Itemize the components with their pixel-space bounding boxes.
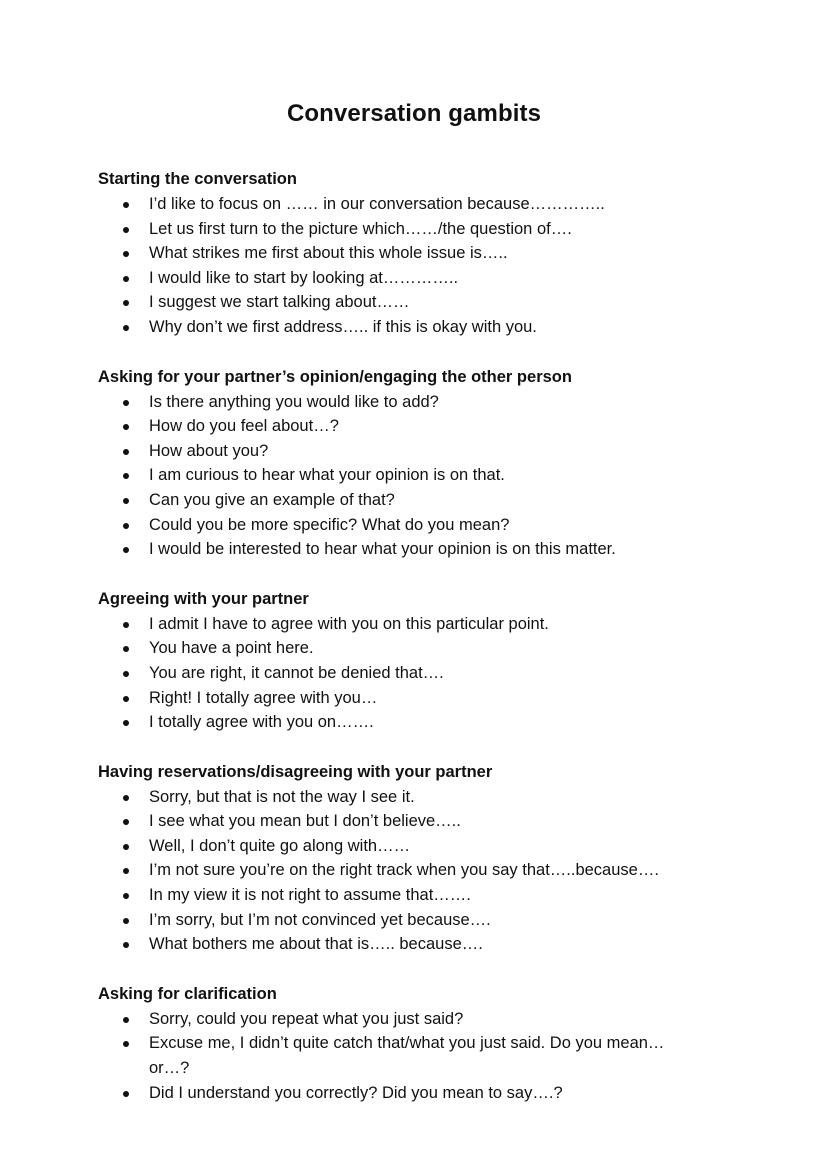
- bullet-icon: [123, 1017, 129, 1023]
- list-item: [98, 241, 709, 266]
- section-heading: Starting the conversation: [98, 170, 297, 188]
- bullet-icon: [123, 868, 129, 874]
- list-item: [98, 192, 709, 217]
- phrase-text: How do you feel about…?: [149, 417, 339, 436]
- bullet-icon: [123, 300, 129, 306]
- list-item: [98, 908, 709, 933]
- phrase-text: What bothers me about that is….. because….: [149, 935, 483, 954]
- section-heading: Asking for clarification: [98, 984, 277, 1003]
- bullet-icon: [123, 844, 129, 850]
- phrase-list: [98, 785, 738, 957]
- phrase-text: Sorry, but that is not the way I see it.: [149, 787, 415, 806]
- bullet-icon: [123, 819, 129, 825]
- phrase-text: Sorry, could you repeat what you just said?: [149, 1009, 464, 1028]
- list-item: [98, 785, 709, 810]
- list-item: [98, 290, 709, 315]
- list-item: [98, 883, 709, 908]
- list-item: [98, 537, 709, 562]
- list-item: [98, 488, 709, 513]
- bullet-icon: [123, 547, 129, 553]
- phrase-list: [98, 612, 738, 735]
- phrase-text: Excuse me, I didn’t quite catch that/what you just said. Do you mean… or…?: [149, 1034, 665, 1078]
- bullet-icon: [123, 523, 129, 529]
- phrase-list: [98, 1007, 738, 1105]
- bullet-icon: [123, 424, 129, 430]
- phrase-text: In my view it is not right to assume that…….: [149, 886, 471, 905]
- phrase-text: I would like to start by looking at…………..: [149, 268, 459, 287]
- bullet-icon: [123, 473, 129, 479]
- bullet-icon: [123, 276, 129, 282]
- list-item: [98, 834, 709, 859]
- phrase-text: I’m sorry, but I’m not convinced yet because….: [149, 910, 491, 929]
- bullet-icon: [123, 251, 129, 257]
- section-heading: Having reservations/disagreeing with your partner: [98, 762, 493, 781]
- list-item: [98, 390, 709, 415]
- phrase-text: What strikes me first about this whole issue is…..: [149, 244, 508, 263]
- bullet-icon: [123, 449, 129, 455]
- document-body: [98, 166, 738, 1129]
- phrase-text: Could you be more specific? What do you mean?: [149, 515, 510, 534]
- phrase-text: Is there anything you would like to add?: [149, 392, 439, 411]
- bullet-icon: [123, 942, 129, 948]
- phrase-text: Can you give an example of that?: [149, 490, 395, 509]
- section-asking-opinion: [98, 364, 738, 562]
- bullet-icon: [123, 671, 129, 677]
- bullet-icon: [123, 1091, 129, 1097]
- section-heading: Agreeing with your partner: [98, 589, 309, 608]
- bullet-icon: [123, 202, 129, 208]
- bullet-icon: [123, 893, 129, 899]
- list-item: [98, 266, 709, 291]
- bullet-icon: [123, 696, 129, 702]
- list-item: [98, 315, 709, 340]
- phrase-text: Let us first turn to the picture which……/the question of….: [149, 219, 572, 238]
- phrase-text: You are right, it cannot be denied that….: [149, 663, 444, 682]
- list-item: [98, 1081, 709, 1106]
- bullet-icon: [123, 498, 129, 504]
- page-title: Conversation gambits: [286, 100, 542, 127]
- list-item: [98, 1031, 709, 1080]
- section-disagreeing: [98, 759, 738, 957]
- bullet-icon: [123, 795, 129, 801]
- bullet-icon: [123, 400, 129, 406]
- phrase-text: You have a point here.: [149, 639, 314, 658]
- phrase-text: Well, I don’t quite go along with……: [149, 836, 411, 855]
- phrase-text: I am curious to hear what your opinion is on that.: [149, 466, 505, 485]
- list-item: [98, 636, 709, 661]
- list-item: [98, 686, 709, 711]
- phrase-text: I admit I have to agree with you on this particular point.: [149, 614, 549, 633]
- bullet-icon: [123, 1041, 129, 1047]
- list-item: [98, 463, 709, 488]
- phrase-text: Why don’t we first address….. if this is okay with you.: [149, 317, 537, 336]
- phrase-text: How about you?: [149, 441, 269, 460]
- list-item: [98, 612, 709, 637]
- phrase-text: I’m not sure you’re on the right track when you say that…..because….: [149, 861, 659, 880]
- phrase-list: [98, 390, 738, 562]
- bullet-icon: [123, 918, 129, 924]
- section-heading: Asking for your partner’s opinion/engaging the other person: [98, 367, 572, 386]
- phrase-text: I would be interested to hear what your opinion is on this matter.: [149, 540, 616, 559]
- phrase-list: [98, 192, 738, 340]
- bullet-icon: [123, 227, 129, 233]
- bullet-icon: [123, 646, 129, 652]
- list-item: [98, 439, 709, 464]
- list-item: [98, 809, 709, 834]
- list-item: [98, 513, 709, 538]
- section-agreeing: [98, 586, 738, 735]
- bullet-icon: [123, 622, 129, 628]
- phrase-text: Right! I totally agree with you…: [149, 688, 378, 707]
- list-item: [98, 858, 709, 883]
- phrase-text: Did I understand you correctly? Did you mean to say….?: [149, 1083, 563, 1102]
- phrase-text: I totally agree with you on…….: [149, 713, 374, 732]
- list-item: [98, 932, 709, 957]
- list-item: [98, 217, 709, 242]
- list-item: [98, 414, 709, 439]
- phrase-text: I’d like to focus on …… in our conversation because…………..: [149, 195, 605, 213]
- list-item: [98, 710, 709, 735]
- bullet-icon: [123, 325, 129, 331]
- phrase-text: I suggest we start talking about……: [149, 293, 410, 312]
- section-clarification: [98, 981, 738, 1105]
- section-starting-conversation: [98, 166, 738, 340]
- list-item: [98, 661, 709, 686]
- list-item: [98, 1007, 709, 1032]
- phrase-text: I see what you mean but I don’t believe…..: [149, 812, 461, 831]
- bullet-icon: [123, 720, 129, 726]
